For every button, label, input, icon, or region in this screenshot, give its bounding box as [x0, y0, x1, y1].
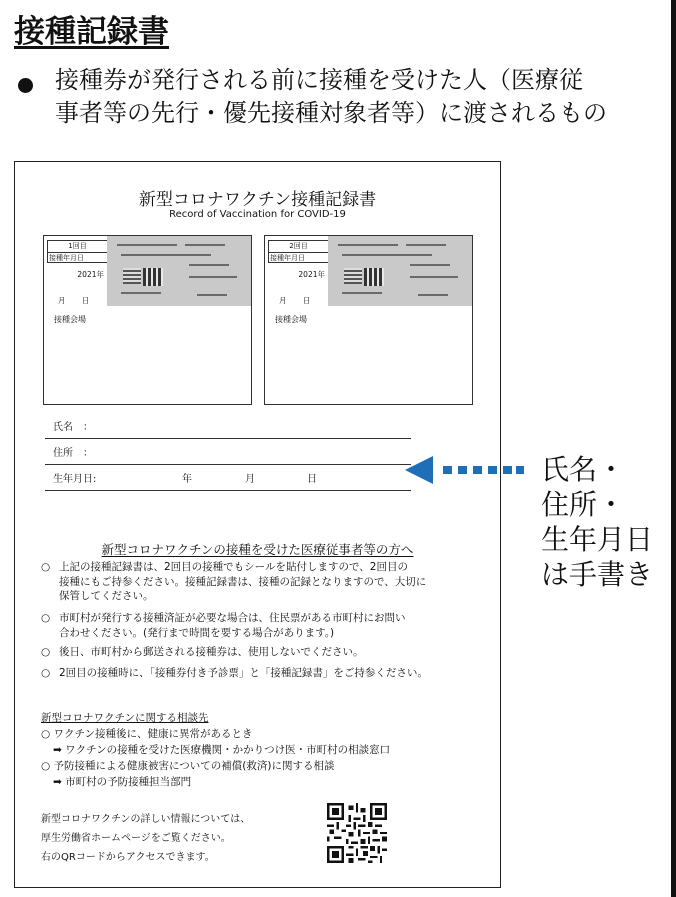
qr-code-icon[interactable] — [327, 803, 387, 863]
dob-year: 年 — [182, 474, 192, 485]
date-label: 接種年月日 — [47, 252, 108, 263]
document-subtitle: Record of Vaccination for COVID-19 — [169, 209, 346, 220]
notice-line: 上記の接種記録書は、2回目の接種でもシールを貼付しますので、2回目の — [59, 561, 408, 573]
bullet-text — [55, 64, 655, 130]
circle-marker: ○ — [41, 561, 51, 573]
notice-line: 2回目の接種時に、「接種券付き予診票」と「接種記録書」をご持参ください。 — [59, 667, 428, 679]
handwritten-note — [541, 452, 671, 592]
vaccination-record-document — [14, 161, 501, 888]
consult-line: ➡ 市町村の予防接種担当部門 — [53, 776, 192, 788]
year-text: 2021年 — [77, 270, 104, 279]
venue-label: 接種会場 — [275, 315, 307, 324]
address-label: 住所 ： — [53, 448, 93, 459]
circle-marker: ○ — [41, 646, 51, 658]
notice-line: 後日、市町村から郵送される接種券は、使用しないでください。 — [59, 646, 364, 658]
notice-line: 接種にもご持参ください。接種記録書は、接種の記録となりますので、大切に — [59, 575, 427, 588]
annotation-line: 住所・ — [541, 488, 626, 521]
page-title: 接種記録書 — [14, 14, 169, 50]
notice-heading: 新型コロナワクチンの接種を受けた医療従事者等の方へ — [101, 542, 414, 557]
consult-line: ○ ワクチン接種後に、健康に異常があるとき — [41, 728, 253, 740]
info-line: 新型コロナワクチンの詳しい情報については、 — [41, 814, 251, 825]
vaccine-lot-sticker — [107, 236, 251, 306]
dose-label: 1回目 — [47, 240, 108, 253]
annotation-line: 生年月日 — [541, 523, 654, 556]
info-line: 厚生労働省ホームページをご覧ください。 — [41, 833, 231, 844]
consult-line: ➡ ワクチンの接種を受けた医療機関・かかりつけ医・市町村の相談窓口 — [53, 744, 391, 756]
annotation-line: は手書き — [541, 558, 654, 591]
dob-field — [45, 468, 411, 491]
address-field — [45, 442, 411, 465]
document-title: 新型コロナワクチン接種記録書 — [138, 190, 377, 210]
date-label: 接種年月日 — [268, 252, 329, 263]
name-label: 氏名 ： — [53, 422, 93, 433]
notice-line: 市町村が発行する接種済証が必要な場合は、住民票がある市町村にお問い — [59, 612, 406, 624]
dob-month: 月 — [245, 474, 255, 485]
right-border — [671, 0, 676, 897]
dose-2-box — [264, 235, 473, 405]
circle-marker: ○ — [41, 612, 51, 624]
year-text: 2021年 — [298, 270, 325, 279]
bullet-dot — [18, 78, 33, 93]
month-day-text: 月 日 — [58, 296, 90, 305]
consult-line: ○ 予防接種による健康被害についての補償(救済)に関する相談 — [41, 760, 335, 772]
month-day-text: 月 日 — [279, 296, 311, 305]
dose-1-box — [43, 235, 252, 405]
bullet-line-2: 事者等の先行・優先接種対象者等）に渡されるもの — [55, 99, 607, 127]
bullet-line-1: 接種券が発行される前に接種を受けた人（医療従 — [55, 66, 583, 94]
info-line: 右のQRコードからアクセスできます。 — [41, 852, 215, 863]
circle-marker: ○ — [41, 667, 51, 679]
name-field — [45, 416, 411, 439]
annotation-line: 氏名・ — [541, 453, 626, 486]
dob-label: 生年月日: — [53, 474, 97, 485]
consult-title: 新型コロナワクチンに関する相談先 — [41, 712, 209, 724]
venue-label: 接種会場 — [54, 315, 86, 324]
notice-line: 合わせください。(発行まで時間を要する場合があります。) — [59, 626, 335, 639]
dob-day: 日 — [307, 474, 317, 485]
dose-label: 2回目 — [268, 240, 329, 253]
vaccine-lot-sticker — [328, 236, 472, 306]
arrow-left-icon — [405, 452, 525, 488]
notice-line: 保管してください。 — [59, 590, 154, 602]
